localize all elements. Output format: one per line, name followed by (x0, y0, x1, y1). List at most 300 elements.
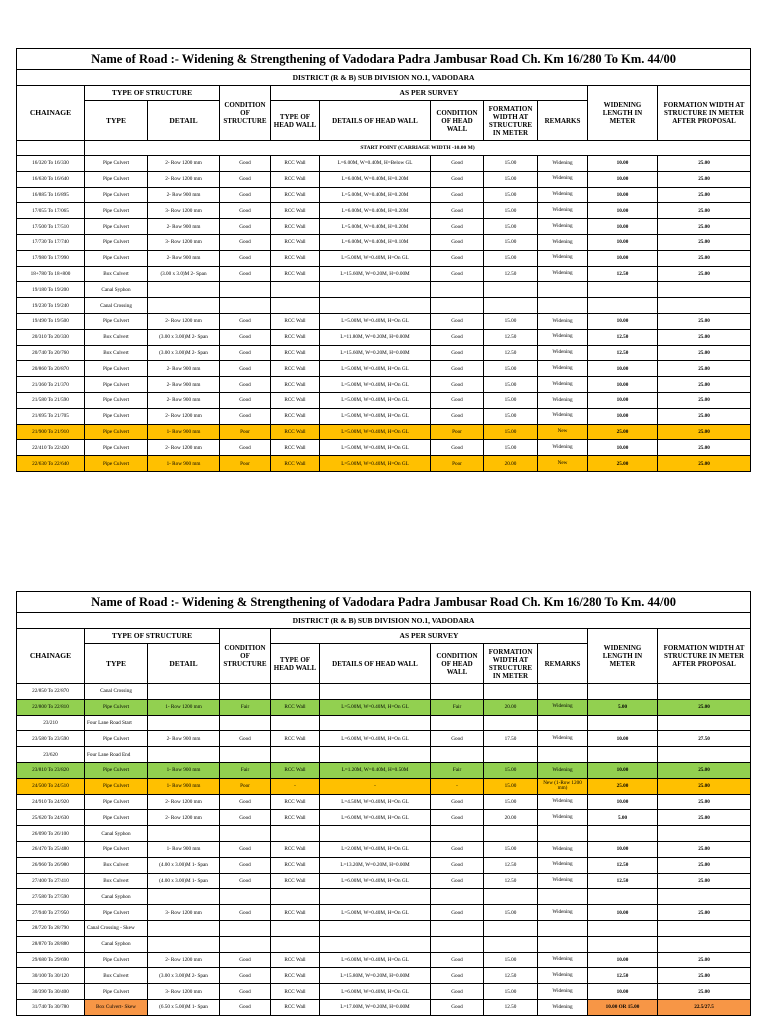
chainage-cell: 28/720 To 28/790 (17, 920, 85, 936)
head-wall-type-cell (271, 920, 320, 936)
structure-table-page-1 (16, 48, 751, 472)
widening-length-cell: 10.00 (588, 313, 658, 329)
head-wall-type-cell: RCC Wall (271, 187, 320, 203)
head-wall-details-cell: L=5.00M, W=0.40M, H=On GL (320, 699, 431, 715)
formation-width-cell: 12.50 (484, 857, 538, 873)
head-wall-details-cell: L=6.00M, W=0.40M, H=On GL (320, 984, 431, 1000)
remarks-cell: Widening (538, 234, 588, 250)
formation-width-cell: 12.50 (484, 999, 538, 1015)
head-wall-condition-cell: Good (431, 968, 484, 984)
widening-length-cell: 10.00 (588, 250, 658, 266)
sub-division-title: DISTRICT (R & B) SUB DIVISION NO.1, VADODARA (17, 70, 751, 86)
structure-type-cell: Canal Syphon (85, 282, 148, 298)
structure-detail-cell: (3.00 x 3.00)M 2- Span (148, 968, 220, 984)
widening-length-cell: 10.00 OR 15.00 (588, 999, 658, 1015)
structure-type-cell: Pipe Culvert (85, 187, 148, 203)
structure-type-cell: Pipe Culvert (85, 408, 148, 424)
widening-length-cell (588, 920, 658, 936)
table-row (17, 219, 751, 235)
head-wall-condition-cell: Fair (431, 762, 484, 778)
remarks-cell: Widening (538, 171, 588, 187)
head-wall-type-cell: RCC Wall (271, 440, 320, 456)
structure-type-cell: Pipe Culvert (85, 952, 148, 968)
structure-type-cell: Box Culvert (85, 329, 148, 345)
structure-condition-cell: Good (220, 408, 271, 424)
formation-width-cell: 15.00 (484, 203, 538, 219)
structure-condition-cell: Poor (220, 424, 271, 440)
head-wall-details-cell: L=4.50M, W=0.40M, H=On GL (320, 794, 431, 810)
remarks-cell: Widening (538, 250, 588, 266)
structure-type-cell: Pipe Culvert (85, 841, 148, 857)
chainage-cell: 27/580 To 27/590 (17, 889, 85, 905)
col-details-of-head-wall-header: DETAILS OF HEAD WALL (320, 644, 431, 684)
head-wall-type-cell: RCC Wall (271, 266, 320, 282)
structure-condition-cell (220, 684, 271, 700)
formation-width-cell (484, 282, 538, 298)
head-wall-type-cell: RCC Wall (271, 203, 320, 219)
col-condition-header: CONDITION OF STRUCTURE (220, 86, 271, 141)
chainage-cell: 23/810 To 23/820 (17, 762, 85, 778)
formation-width-cell: 17.50 (484, 731, 538, 747)
structure-type-cell: Pipe Culvert (85, 219, 148, 235)
widening-length-cell: 10.00 (588, 203, 658, 219)
col-details-of-head-wall-header: DETAILS OF HEAD WALL (320, 101, 431, 141)
formation-width-after-cell: 22.5/27.5 (658, 999, 751, 1015)
formation-width-cell: 15.00 (484, 187, 538, 203)
formation-width-after-cell: 25.00 (658, 456, 751, 472)
formation-width-after-cell: 25.00 (658, 762, 751, 778)
structure-type-cell: Pipe Culvert (85, 156, 148, 172)
chainage-cell: 30/390 To 30/400 (17, 984, 85, 1000)
chainage-cell: 19/230 To 19/240 (17, 298, 85, 314)
col-remarks-header: REMARKS (538, 644, 588, 684)
chainage-cell: 17/730 To 17/740 (17, 234, 85, 250)
formation-width-cell: 12.50 (484, 873, 538, 889)
formation-width-cell: 12.50 (484, 968, 538, 984)
structure-detail-cell (148, 936, 220, 952)
structure-type-cell: Canal Crossing - Skew (85, 920, 148, 936)
formation-width-after-cell: 25.00 (658, 968, 751, 984)
chainage-cell: 16/630 To 16/640 (17, 171, 85, 187)
head-wall-condition-cell: Good (431, 361, 484, 377)
head-wall-details-cell: L=2.00M, W=0.40M, H=On GL (320, 841, 431, 857)
chainage-cell: 26/090 To 26/100 (17, 826, 85, 842)
table-row (17, 456, 751, 472)
head-wall-condition-cell: Good (431, 731, 484, 747)
widening-length-cell: 12.50 (588, 873, 658, 889)
structure-detail-cell (148, 298, 220, 314)
structure-condition-cell: Good (220, 171, 271, 187)
head-wall-condition-cell: Good (431, 219, 484, 235)
widening-length-cell: 10.00 (588, 392, 658, 408)
formation-width-cell: 15.00 (484, 952, 538, 968)
table-row (17, 731, 751, 747)
formation-width-after-cell: 25.00 (658, 810, 751, 826)
structure-type-cell: Four Lane Road End (85, 747, 148, 763)
road-title: Name of Road :- Widening & Strengthening of Vadodara Padra Jambusar Road Ch. Km 16/280 To Km. 44/00 (17, 592, 751, 613)
structure-detail-cell: 2- Row 900 mm (148, 392, 220, 408)
structure-type-cell: Pipe Culvert (85, 361, 148, 377)
structure-type-cell: Pipe Culvert (85, 377, 148, 393)
structure-rows-page-2 (17, 684, 751, 1016)
remarks-cell (538, 298, 588, 314)
structure-detail-cell: 1- Row 900 mm (148, 424, 220, 440)
structure-type-cell: Pipe Culvert (85, 810, 148, 826)
structure-detail-cell: 3- Row 1200 mm (148, 905, 220, 921)
table-row (17, 684, 751, 700)
table-row (17, 968, 751, 984)
sub-division-title: DISTRICT (R & B) SUB DIVISION NO.1, VADODARA (17, 613, 751, 629)
chainage-cell: 24/910 To 24/920 (17, 794, 85, 810)
formation-width-after-cell: 25.00 (658, 841, 751, 857)
head-wall-type-cell: - (271, 778, 320, 794)
formation-width-after-cell (658, 282, 751, 298)
head-wall-type-cell: RCC Wall (271, 171, 320, 187)
remarks-cell: Widening (538, 361, 588, 377)
widening-length-cell (588, 936, 658, 952)
widening-length-cell: 10.00 (588, 377, 658, 393)
remarks-cell (538, 920, 588, 936)
head-wall-details-cell: L=5.00M, W=0.40M, H=On GL (320, 408, 431, 424)
head-wall-details-cell: L=6.00M, W=0.40M, H=On GL (320, 873, 431, 889)
formation-width-after-cell (658, 715, 751, 731)
chainage-cell: 26/960 To 26/980 (17, 857, 85, 873)
formation-width-after-cell: 25.00 (658, 266, 751, 282)
table-row (17, 377, 751, 393)
remarks-cell: Widening (538, 857, 588, 873)
col-condition-header: CONDITION OF STRUCTURE (220, 629, 271, 684)
remarks-cell: Widening (538, 794, 588, 810)
structure-condition-cell (220, 747, 271, 763)
formation-width-after-cell: 25.00 (658, 699, 751, 715)
head-wall-condition-cell (431, 889, 484, 905)
remarks-cell: Widening (538, 329, 588, 345)
widening-length-cell: 10.00 (588, 731, 658, 747)
structure-condition-cell: Good (220, 857, 271, 873)
structure-detail-cell (148, 747, 220, 763)
remarks-cell: Widening (538, 408, 588, 424)
structure-detail-cell (148, 826, 220, 842)
head-wall-type-cell: RCC Wall (271, 873, 320, 889)
structure-condition-cell: Good (220, 219, 271, 235)
widening-length-cell: 10.00 (588, 219, 658, 235)
widening-length-cell: 5.00 (588, 699, 658, 715)
chainage-cell: 23/580 To 23/590 (17, 731, 85, 747)
head-wall-details-cell: L=15.60M, W=0.20M, H=0.00M (320, 345, 431, 361)
widening-length-cell: 10.00 (588, 984, 658, 1000)
chainage-cell: 30/100 To 30/120 (17, 968, 85, 984)
head-wall-details-cell (320, 684, 431, 700)
chainage-cell: 16/320 To 16/330 (17, 156, 85, 172)
table-row (17, 298, 751, 314)
structure-type-cell: Pipe Culvert (85, 203, 148, 219)
table-row (17, 699, 751, 715)
head-wall-type-cell (271, 684, 320, 700)
head-wall-condition-cell (431, 747, 484, 763)
structure-condition-cell: Good (220, 440, 271, 456)
head-wall-condition-cell: Good (431, 984, 484, 1000)
remarks-cell: Widening (538, 203, 588, 219)
formation-width-cell (484, 684, 538, 700)
widening-length-cell (588, 715, 658, 731)
table-row (17, 999, 751, 1015)
head-wall-condition-cell: Poor (431, 456, 484, 472)
head-wall-type-cell (271, 715, 320, 731)
structure-condition-cell (220, 298, 271, 314)
formation-width-after-cell: 25.00 (658, 329, 751, 345)
formation-width-after-cell: 25.00 (658, 873, 751, 889)
head-wall-details-cell: L=6.00M, W=0.40M, H=On GL (320, 810, 431, 826)
col-widening-length-header: WIDENING LENGTH IN METER (588, 86, 658, 141)
widening-length-cell (588, 298, 658, 314)
table-row (17, 234, 751, 250)
formation-width-cell (484, 936, 538, 952)
structure-detail-cell: 3- Row 1200 mm (148, 984, 220, 1000)
head-wall-type-cell: RCC Wall (271, 408, 320, 424)
structure-detail-cell: 3- Row 1200 mm (148, 234, 220, 250)
col-formation-width-after-header: FORMATION WIDTH AT STRUCTURE IN METER AFTER PROPOSAL (658, 86, 751, 141)
table-row (17, 905, 751, 921)
remarks-cell: Widening (538, 810, 588, 826)
remarks-cell: Widening (538, 968, 588, 984)
head-wall-details-cell: L=6.00M, W=0.40M, H=0.20M (320, 203, 431, 219)
widening-length-cell (588, 282, 658, 298)
col-chainage-header: CHAINAGE (17, 86, 85, 141)
head-wall-condition-cell: Good (431, 408, 484, 424)
head-wall-condition-cell: Good (431, 345, 484, 361)
head-wall-condition-cell (431, 684, 484, 700)
structure-detail-cell: 2- Row 1200 mm (148, 313, 220, 329)
head-wall-type-cell: RCC Wall (271, 810, 320, 826)
table-row (17, 187, 751, 203)
chainage-cell: 31/740 To 30/780 (17, 999, 85, 1015)
head-wall-details-cell: L=6.00M, W=0.40M, H=Below GL (320, 156, 431, 172)
widening-length-cell (588, 747, 658, 763)
structure-detail-cell: 3- Row 1200 mm (148, 203, 220, 219)
head-wall-type-cell: RCC Wall (271, 999, 320, 1015)
head-wall-details-cell: L=17.00M, W=0.20M, H=0.00M (320, 999, 431, 1015)
table-row (17, 810, 751, 826)
formation-width-after-cell: 25.00 (658, 408, 751, 424)
table-row (17, 857, 751, 873)
formation-width-after-cell: 25.00 (658, 313, 751, 329)
structure-condition-cell: Good (220, 329, 271, 345)
formation-width-after-cell: 25.00 (658, 794, 751, 810)
structure-detail-cell: (3.00 x 3.00)M 2- Span (148, 329, 220, 345)
structure-type-cell: Pipe Culvert (85, 392, 148, 408)
formation-width-cell: 15.00 (484, 250, 538, 266)
structure-detail-cell: 1- Row 900 mm (148, 841, 220, 857)
structure-detail-cell: (4.00 x 3.00)M 1- Span (148, 857, 220, 873)
structure-type-cell: Box Culvert (85, 873, 148, 889)
table-row (17, 329, 751, 345)
structure-detail-cell: 2- Row 900 mm (148, 187, 220, 203)
head-wall-type-cell: RCC Wall (271, 841, 320, 857)
widening-length-cell: 25.00 (588, 456, 658, 472)
head-wall-type-cell: RCC Wall (271, 762, 320, 778)
table-row (17, 266, 751, 282)
head-wall-details-cell (320, 889, 431, 905)
head-wall-details-cell: L=6.00M, W=0.40M, H=On GL (320, 952, 431, 968)
chainage-cell: 21/695 To 21/705 (17, 408, 85, 424)
col-formation-width-header: FORMATION WIDTH AT STRUCTURE IN METER (484, 644, 538, 684)
structure-condition-cell: Good (220, 187, 271, 203)
head-wall-condition-cell: Good (431, 266, 484, 282)
formation-width-cell: 15.00 (484, 794, 538, 810)
widening-length-cell: 10.00 (588, 408, 658, 424)
head-wall-condition-cell: Good (431, 171, 484, 187)
formation-width-cell: 20.00 (484, 699, 538, 715)
formation-width-after-cell: 25.00 (658, 440, 751, 456)
formation-width-cell: 15.00 (484, 156, 538, 172)
widening-length-cell: 10.00 (588, 361, 658, 377)
structure-condition-cell: Poor (220, 456, 271, 472)
structure-type-cell: Box Culvert (85, 266, 148, 282)
structure-condition-cell: Good (220, 377, 271, 393)
formation-width-after-cell: 25.00 (658, 361, 751, 377)
structure-type-cell: Four Lane Road Start (85, 715, 148, 731)
formation-width-after-cell (658, 684, 751, 700)
col-type-header: TYPE (85, 644, 148, 684)
col-type-of-structure-header: TYPE OF STRUCTURE (85, 629, 220, 644)
structure-type-cell: Canal Crossing (85, 684, 148, 700)
head-wall-condition-cell (431, 715, 484, 731)
chainage-cell: 22/850 To 22/870 (17, 684, 85, 700)
head-wall-condition-cell (431, 920, 484, 936)
structure-table-page-2 (16, 591, 751, 1016)
structure-detail-cell (148, 715, 220, 731)
col-type-header: TYPE (85, 101, 148, 141)
remarks-cell (538, 889, 588, 905)
head-wall-type-cell: RCC Wall (271, 952, 320, 968)
remarks-cell: Widening (538, 952, 588, 968)
structure-detail-cell: 1- Row 1200 mm (148, 699, 220, 715)
road-title: Name of Road :- Widening & Strengthening of Vadodara Padra Jambusar Road Ch. Km 16/280 To Km. 44/00 (17, 49, 751, 70)
head-wall-type-cell (271, 826, 320, 842)
chainage-cell: 29/680 To 29/690 (17, 952, 85, 968)
start-point-blank (17, 141, 85, 156)
formation-width-after-cell: 27.50 (658, 731, 751, 747)
chainage-cell: 19/490 To 19/500 (17, 313, 85, 329)
head-wall-condition-cell: Good (431, 234, 484, 250)
head-wall-details-cell: L=1.20M, W=0.40M, H=0.50M (320, 762, 431, 778)
col-formation-width-after-header: FORMATION WIDTH AT STRUCTURE IN METER AFTER PROPOSAL (658, 629, 751, 684)
chainage-cell: 20/740 To 20/760 (17, 345, 85, 361)
formation-width-after-cell (658, 298, 751, 314)
widening-length-cell: 12.50 (588, 857, 658, 873)
remarks-cell (538, 282, 588, 298)
head-wall-condition-cell (431, 298, 484, 314)
structure-detail-cell: 2- Row 1200 mm (148, 440, 220, 456)
head-wall-type-cell: RCC Wall (271, 424, 320, 440)
chainage-cell: 17/980 To 17/990 (17, 250, 85, 266)
formation-width-cell: 15.00 (484, 219, 538, 235)
head-wall-details-cell: L=5.00M, W=0.40M, H=On GL (320, 424, 431, 440)
head-wall-type-cell: RCC Wall (271, 968, 320, 984)
widening-length-cell: 5.00 (588, 810, 658, 826)
head-wall-type-cell: RCC Wall (271, 456, 320, 472)
chainage-cell: 23/210 (17, 715, 85, 731)
table-row (17, 440, 751, 456)
structure-detail-cell: 1- Row 900 mm (148, 778, 220, 794)
structure-condition-cell: Good (220, 905, 271, 921)
head-wall-type-cell: RCC Wall (271, 361, 320, 377)
head-wall-condition-cell (431, 826, 484, 842)
structure-detail-cell: (3.00 x 3.0)M 2- Span (148, 266, 220, 282)
formation-width-after-cell: 25.00 (658, 984, 751, 1000)
head-wall-condition-cell: Good (431, 905, 484, 921)
head-wall-condition-cell: Good (431, 156, 484, 172)
structure-detail-cell: 2- Row 900 mm (148, 361, 220, 377)
table-row (17, 747, 751, 763)
formation-width-after-cell: 25.00 (658, 187, 751, 203)
remarks-cell: Widening (538, 999, 588, 1015)
structure-detail-cell: 1- Row 900 mm (148, 762, 220, 778)
remarks-cell: Widening (538, 187, 588, 203)
structure-type-cell: Pipe Culvert (85, 313, 148, 329)
col-type-of-head-wall-header: TYPE OF HEAD WALL (271, 101, 320, 141)
formation-width-after-cell (658, 747, 751, 763)
head-wall-type-cell: RCC Wall (271, 794, 320, 810)
widening-length-cell: 10.00 (588, 187, 658, 203)
formation-width-after-cell: 25.00 (658, 234, 751, 250)
remarks-cell: Widening (538, 313, 588, 329)
formation-width-cell (484, 715, 538, 731)
formation-width-after-cell: 25.00 (658, 424, 751, 440)
chainage-cell: 26/470 To 25/480 (17, 841, 85, 857)
structure-condition-cell (220, 889, 271, 905)
head-wall-type-cell: RCC Wall (271, 156, 320, 172)
structure-detail-cell: 2- Row 900 mm (148, 377, 220, 393)
table-row (17, 952, 751, 968)
chainage-cell: 17/500 To 17/510 (17, 219, 85, 235)
structure-detail-cell: (6.50 x 5.00)M 1- Span (148, 999, 220, 1015)
structure-condition-cell: Good (220, 392, 271, 408)
chainage-cell: 21/900 To 21/910 (17, 424, 85, 440)
remarks-cell: Widening (538, 731, 588, 747)
widening-length-cell: 10.00 (588, 841, 658, 857)
widening-length-cell: 10.00 (588, 234, 658, 250)
head-wall-details-cell: L=5.00M, W=0.40M, H=On GL (320, 313, 431, 329)
structure-condition-cell: Good (220, 952, 271, 968)
structure-condition-cell: Good (220, 984, 271, 1000)
head-wall-details-cell: L=5.00M, W=0.40M, H=On GL (320, 377, 431, 393)
head-wall-details-cell (320, 747, 431, 763)
structure-detail-cell: (3.00 x 3.00)M 2- Span (148, 345, 220, 361)
table-row (17, 984, 751, 1000)
table-row (17, 715, 751, 731)
chainage-cell: 28/870 To 28/880 (17, 936, 85, 952)
head-wall-details-cell (320, 826, 431, 842)
table-row (17, 841, 751, 857)
structure-type-cell: Pipe Culvert (85, 456, 148, 472)
chainage-cell: 22/800 To 22/810 (17, 699, 85, 715)
chainage-cell: 22/630 To 22/640 (17, 456, 85, 472)
chainage-cell: 27/400 To 27/410 (17, 873, 85, 889)
table-row (17, 313, 751, 329)
table-row (17, 762, 751, 778)
head-wall-type-cell: RCC Wall (271, 731, 320, 747)
widening-length-cell: 10.00 (588, 762, 658, 778)
structure-detail-cell: 2- Row 900 mm (148, 250, 220, 266)
structure-condition-cell: Good (220, 250, 271, 266)
table-row (17, 203, 751, 219)
remarks-cell: Widening (538, 905, 588, 921)
head-wall-condition-cell: Fair (431, 699, 484, 715)
widening-length-cell: 12.50 (588, 345, 658, 361)
structure-type-cell: Pipe Culvert (85, 762, 148, 778)
formation-width-cell: 15.00 (484, 361, 538, 377)
